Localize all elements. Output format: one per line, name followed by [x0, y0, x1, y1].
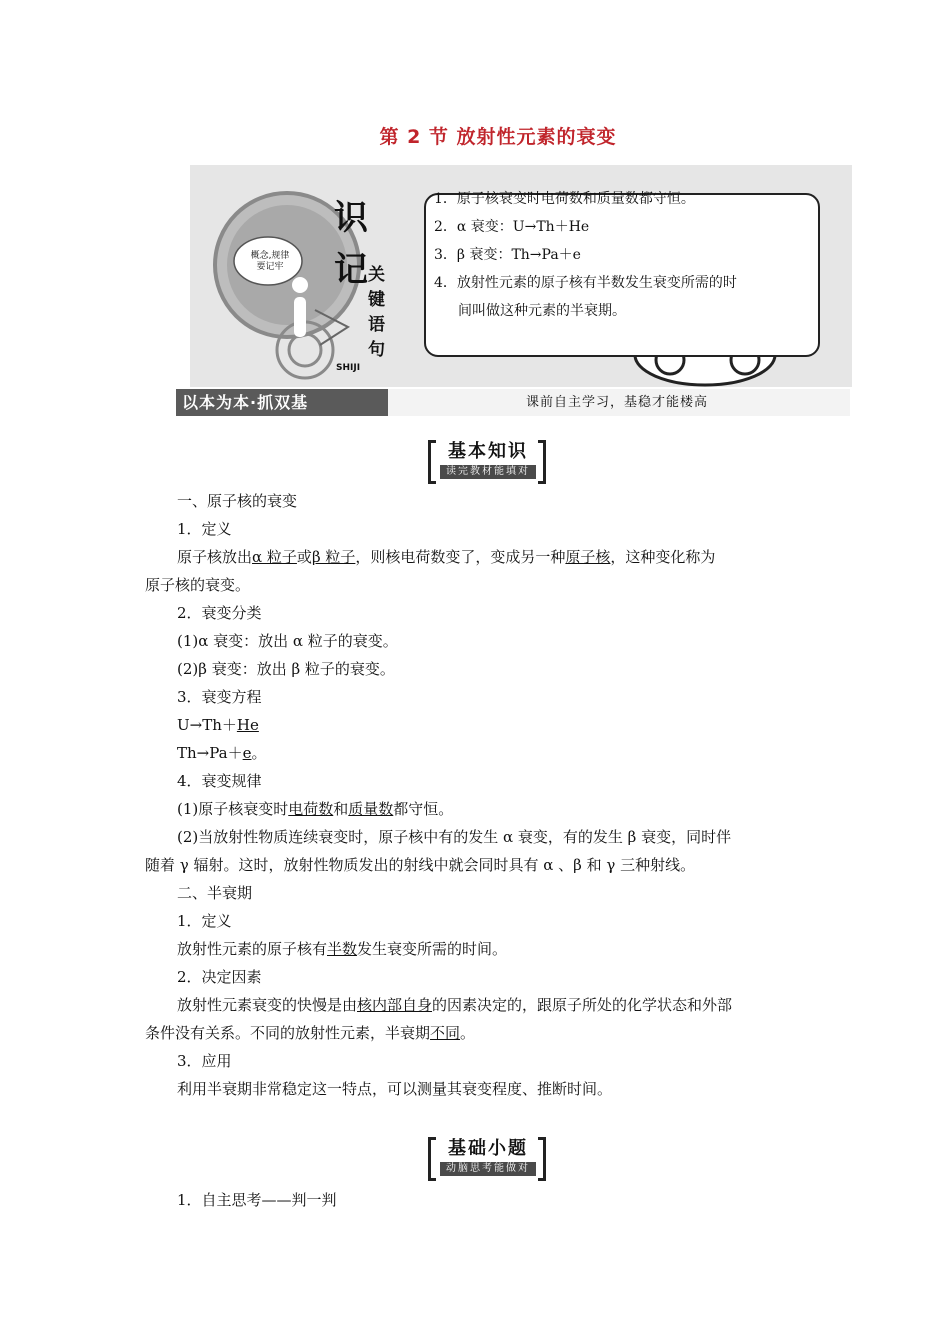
subheading-factors: 2．决定因素: [177, 968, 262, 986]
subheading-equations: 3．衰变方程: [177, 688, 262, 706]
rule-2-cont: 随着 γ 辐射。这时，放射性物质发出的射线中就会同时具有 α 、β 和 γ 三种射线。: [145, 856, 696, 874]
key-point-4-cont: 间叫做这种元素的半衰期。: [458, 303, 626, 319]
equation-beta: Th→Pa＋e。: [177, 744, 267, 762]
key-point-4: 4．放射性元素的原子核有半数发生衰变所需的时: [434, 275, 737, 291]
paragraph-definition-cont: 原子核的衰变。: [145, 576, 251, 594]
bubble-text: 概念,规律要记牢: [250, 251, 290, 272]
subheading-hl-definition: 1．定义: [177, 912, 232, 930]
heading-half-life: 二、半衰期: [177, 884, 253, 902]
section-badge-basic-knowledge: [428, 440, 546, 480]
section-badge-subtitle: 动脑思考能做对: [440, 1162, 536, 1176]
key-point-3: 3．β 衰变：Th→Pa＋e: [434, 247, 581, 263]
key-points-box: [424, 193, 820, 357]
subheading-classification: 2．衰变分类: [177, 604, 262, 622]
paragraph-factors: 放射性元素衰变的快慢是由核内部自身的因素决定的，跟原子所处的化学状态和外部: [177, 996, 733, 1014]
section-badge-title: 基础小题: [448, 1138, 528, 1159]
strip-left-label: 以本为本·抓双基: [176, 389, 388, 416]
rule-1: (1)原子核衰变时电荷数和质量数都守恒。: [177, 800, 454, 818]
key-point-1: 1．原子核衰变时电荷数和质量数都守恒。: [434, 191, 695, 207]
subheading-definition: 1．定义: [177, 520, 232, 538]
section-badge-title: 基本知识: [448, 441, 528, 462]
subheading-rules: 4．衰变规律: [177, 772, 262, 790]
strip-right-label: 课前自主学习，基稳才能楼高: [525, 395, 708, 410]
section-badge-subtitle: 读完教材能填对: [440, 465, 536, 479]
badge-char-2: 记: [334, 250, 368, 290]
question-1: 1．自主思考——判一判: [177, 1191, 337, 1209]
subheading-application: 3．应用: [177, 1052, 232, 1070]
heading-decay: 一、原子核的衰变: [177, 492, 298, 510]
paragraph-definition: 原子核放出α 粒子或β 粒子，则核电荷数变了，变成另一种原子核，这种变化称为: [177, 548, 716, 566]
rule-2: (2)当放射性物质连续衰变时，原子核中有的发生 α 衰变，有的发生 β 衰变，同时伴: [177, 828, 732, 846]
section-badge-basic-exercises: [428, 1137, 546, 1177]
equation-alpha: U→Th＋He: [177, 716, 259, 734]
paragraph-factors-cont: 条件没有关系。不同的放射性元素，半衰期不同。: [145, 1024, 476, 1042]
alpha-decay-item: (1)α 衰变：放出 α 粒子的衰变。: [177, 632, 398, 650]
paragraph-application: 利用半衰期非常稳定这一特点，可以测量其衰变程度、推断时间。: [177, 1080, 613, 1098]
badge-pinyin: SHIJI: [336, 363, 361, 373]
badge-char-1: 识: [334, 198, 368, 238]
key-point-2: 2．α 衰变：U→Th＋He: [434, 219, 590, 235]
paragraph-hl-definition: 放射性元素的原子核有半数发生衰变所需的时间。: [177, 940, 508, 958]
beta-decay-item: (2)β 衰变：放出 β 粒子的衰变。: [177, 660, 395, 678]
page-title: 第 2 节 放射性元素的衰变: [379, 126, 617, 148]
badge-vertical-text: 关键语句: [368, 265, 385, 360]
